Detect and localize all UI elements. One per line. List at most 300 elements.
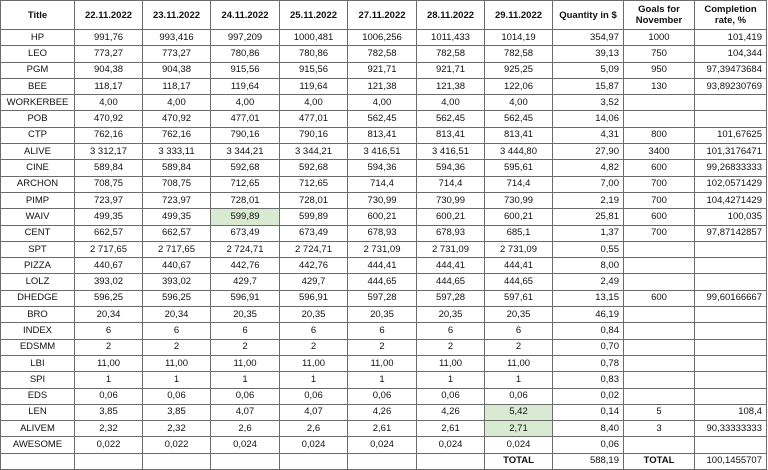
- value-cell[interactable]: 3 416,51: [417, 144, 485, 160]
- column-header[interactable]: 25.11.2022: [280, 1, 348, 30]
- value-cell[interactable]: 1011,433: [417, 30, 485, 46]
- column-header[interactable]: 29.11.2022: [485, 1, 553, 30]
- value-cell[interactable]: 3,85: [143, 404, 211, 420]
- row-title-cell[interactable]: ARCHON: [1, 176, 75, 192]
- value-cell[interactable]: 730,99: [348, 192, 417, 208]
- value-cell[interactable]: 596,25: [143, 290, 211, 306]
- value-cell[interactable]: 470,92: [75, 111, 143, 127]
- value-cell[interactable]: 2 724,71: [280, 241, 348, 257]
- quantity-cell[interactable]: 0,84: [553, 323, 624, 339]
- value-cell[interactable]: 600,21: [417, 209, 485, 225]
- value-cell[interactable]: 782,58: [348, 46, 417, 62]
- value-cell[interactable]: 599,89: [280, 209, 348, 225]
- value-cell[interactable]: 4,00: [75, 95, 143, 111]
- column-header[interactable]: Goals for November: [624, 1, 695, 30]
- value-cell[interactable]: 592,68: [211, 160, 280, 176]
- value-cell[interactable]: 915,56: [211, 62, 280, 78]
- value-cell[interactable]: 4,26: [417, 404, 485, 420]
- value-cell[interactable]: 773,27: [75, 46, 143, 62]
- value-cell[interactable]: 4,26: [348, 404, 417, 420]
- value-cell[interactable]: 673,49: [280, 225, 348, 241]
- value-cell[interactable]: 11,00: [280, 355, 348, 371]
- column-header[interactable]: 22.11.2022: [75, 1, 143, 30]
- completion-rate-cell[interactable]: [695, 323, 767, 339]
- value-cell[interactable]: 596,91: [211, 290, 280, 306]
- column-header[interactable]: 28.11.2022: [417, 1, 485, 30]
- row-title-cell[interactable]: WORKERBEE: [1, 95, 75, 111]
- quantity-cell[interactable]: 1,37: [553, 225, 624, 241]
- completion-rate-cell[interactable]: 101,419: [695, 30, 767, 46]
- quantity-cell[interactable]: 0,78: [553, 355, 624, 371]
- completion-rate-cell[interactable]: 99,26833333: [695, 160, 767, 176]
- value-cell[interactable]: 429,7: [211, 274, 280, 290]
- value-cell[interactable]: 921,71: [417, 62, 485, 78]
- value-cell[interactable]: 4,07: [211, 404, 280, 420]
- value-cell[interactable]: 2,32: [143, 421, 211, 437]
- value-cell[interactable]: 0,024: [211, 437, 280, 453]
- value-cell[interactable]: 597,28: [348, 290, 417, 306]
- value-cell[interactable]: 714,4: [348, 176, 417, 192]
- goal-cell[interactable]: 600: [624, 290, 695, 306]
- value-cell[interactable]: 728,01: [280, 192, 348, 208]
- row-title-cell[interactable]: ALIVEM: [1, 421, 75, 437]
- value-cell[interactable]: 600,21: [485, 209, 553, 225]
- value-cell[interactable]: 662,57: [143, 225, 211, 241]
- quantity-cell[interactable]: 0,06: [553, 437, 624, 453]
- value-cell[interactable]: 2,6: [211, 421, 280, 437]
- quantity-cell[interactable]: 354,97: [553, 30, 624, 46]
- value-cell[interactable]: 597,28: [417, 290, 485, 306]
- value-cell[interactable]: 20,34: [75, 307, 143, 323]
- value-cell[interactable]: 3 344,21: [280, 144, 348, 160]
- completion-rate-cell[interactable]: [695, 274, 767, 290]
- value-cell[interactable]: 6: [75, 323, 143, 339]
- value-cell[interactable]: 3 416,51: [348, 144, 417, 160]
- value-cell[interactable]: 562,45: [485, 111, 553, 127]
- row-title-cell[interactable]: LEN: [1, 404, 75, 420]
- value-cell[interactable]: 2 717,65: [143, 241, 211, 257]
- value-cell[interactable]: 119,64: [280, 78, 348, 94]
- value-cell[interactable]: 730,99: [485, 192, 553, 208]
- goal-cell[interactable]: 800: [624, 127, 695, 143]
- value-cell[interactable]: 708,75: [143, 176, 211, 192]
- value-cell[interactable]: 925,25: [485, 62, 553, 78]
- value-cell[interactable]: 20,35: [280, 307, 348, 323]
- value-cell[interactable]: 2 717,65: [75, 241, 143, 257]
- total-qty-label[interactable]: TOTAL: [485, 453, 553, 469]
- quantity-cell[interactable]: 0,55: [553, 241, 624, 257]
- goal-cell[interactable]: [624, 258, 695, 274]
- goal-cell[interactable]: [624, 274, 695, 290]
- goal-cell[interactable]: 750: [624, 46, 695, 62]
- value-cell[interactable]: 921,71: [348, 62, 417, 78]
- row-title-cell[interactable]: PIMP: [1, 192, 75, 208]
- completion-rate-cell[interactable]: 99,60166667: [695, 290, 767, 306]
- value-cell[interactable]: 429,7: [280, 274, 348, 290]
- value-cell[interactable]: 442,76: [280, 258, 348, 274]
- column-header[interactable]: 27.11.2022: [348, 1, 417, 30]
- value-cell[interactable]: 122,06: [485, 78, 553, 94]
- value-cell[interactable]: 444,41: [348, 258, 417, 274]
- value-cell[interactable]: 444,41: [485, 258, 553, 274]
- value-cell[interactable]: 780,86: [211, 46, 280, 62]
- value-cell[interactable]: 813,41: [485, 127, 553, 143]
- value-cell[interactable]: 6: [417, 323, 485, 339]
- completion-rate-cell[interactable]: [695, 241, 767, 257]
- value-cell[interactable]: 678,93: [417, 225, 485, 241]
- value-cell[interactable]: 2: [143, 339, 211, 355]
- value-cell[interactable]: 993,416: [143, 30, 211, 46]
- goal-cell[interactable]: [624, 111, 695, 127]
- value-cell[interactable]: 589,84: [143, 160, 211, 176]
- value-cell[interactable]: 4,00: [417, 95, 485, 111]
- goal-cell[interactable]: [624, 95, 695, 111]
- value-cell[interactable]: 782,58: [417, 46, 485, 62]
- value-cell[interactable]: 0,022: [143, 437, 211, 453]
- value-cell[interactable]: 595,61: [485, 160, 553, 176]
- value-cell[interactable]: 2 724,71: [211, 241, 280, 257]
- value-cell[interactable]: 562,45: [348, 111, 417, 127]
- value-cell[interactable]: 915,56: [280, 62, 348, 78]
- value-cell[interactable]: 723,97: [143, 192, 211, 208]
- value-cell[interactable]: 11,00: [348, 355, 417, 371]
- value-cell[interactable]: 470,92: [143, 111, 211, 127]
- completion-rate-cell[interactable]: 93,89230769: [695, 78, 767, 94]
- completion-rate-cell[interactable]: 104,4271429: [695, 192, 767, 208]
- value-cell[interactable]: 2,61: [348, 421, 417, 437]
- value-cell[interactable]: 712,65: [211, 176, 280, 192]
- value-cell[interactable]: 20,35: [417, 307, 485, 323]
- row-title-cell[interactable]: INDEX: [1, 323, 75, 339]
- quantity-cell[interactable]: 25,81: [553, 209, 624, 225]
- quantity-cell[interactable]: 2,49: [553, 274, 624, 290]
- empty-cell[interactable]: [143, 453, 211, 469]
- value-cell[interactable]: 762,16: [75, 127, 143, 143]
- value-cell[interactable]: 2 731,09: [417, 241, 485, 257]
- goal-cell[interactable]: [624, 323, 695, 339]
- value-cell[interactable]: 708,75: [75, 176, 143, 192]
- value-cell[interactable]: 904,38: [75, 62, 143, 78]
- value-cell[interactable]: 1: [75, 372, 143, 388]
- value-cell[interactable]: 991,76: [75, 30, 143, 46]
- value-cell[interactable]: 118,17: [143, 78, 211, 94]
- row-title-cell[interactable]: EDSMM: [1, 339, 75, 355]
- goal-cell[interactable]: 1000: [624, 30, 695, 46]
- value-cell[interactable]: 2,6: [280, 421, 348, 437]
- value-cell[interactable]: 904,38: [143, 62, 211, 78]
- completion-rate-cell[interactable]: [695, 258, 767, 274]
- row-title-cell[interactable]: CENT: [1, 225, 75, 241]
- value-cell[interactable]: 0,06: [211, 388, 280, 404]
- value-cell[interactable]: 730,99: [417, 192, 485, 208]
- value-cell[interactable]: 599,89: [211, 209, 280, 225]
- row-title-cell[interactable]: CINE: [1, 160, 75, 176]
- row-title-cell[interactable]: HP: [1, 30, 75, 46]
- empty-cell[interactable]: [348, 453, 417, 469]
- quantity-cell[interactable]: 0,70: [553, 339, 624, 355]
- value-cell[interactable]: 20,35: [485, 307, 553, 323]
- goal-cell[interactable]: 600: [624, 209, 695, 225]
- value-cell[interactable]: 594,36: [417, 160, 485, 176]
- value-cell[interactable]: 5,42: [485, 404, 553, 420]
- completion-rate-cell[interactable]: 101,67625: [695, 127, 767, 143]
- empty-cell[interactable]: [211, 453, 280, 469]
- value-cell[interactable]: 11,00: [211, 355, 280, 371]
- value-cell[interactable]: 477,01: [280, 111, 348, 127]
- value-cell[interactable]: 444,65: [417, 274, 485, 290]
- value-cell[interactable]: 11,00: [417, 355, 485, 371]
- value-cell[interactable]: 118,17: [75, 78, 143, 94]
- goal-cell[interactable]: [624, 355, 695, 371]
- value-cell[interactable]: 813,41: [417, 127, 485, 143]
- goal-cell[interactable]: 130: [624, 78, 695, 94]
- row-title-cell[interactable]: LBI: [1, 355, 75, 371]
- value-cell[interactable]: 4,00: [211, 95, 280, 111]
- goal-cell[interactable]: 700: [624, 176, 695, 192]
- row-title-cell[interactable]: DHEDGE: [1, 290, 75, 306]
- value-cell[interactable]: 2 731,09: [485, 241, 553, 257]
- value-cell[interactable]: 440,67: [75, 258, 143, 274]
- value-cell[interactable]: 782,58: [485, 46, 553, 62]
- value-cell[interactable]: 6: [143, 323, 211, 339]
- column-header[interactable]: 24.11.2022: [211, 1, 280, 30]
- completion-rate-cell[interactable]: 97,39473684: [695, 62, 767, 78]
- goal-cell[interactable]: 3400: [624, 144, 695, 160]
- empty-cell[interactable]: [75, 453, 143, 469]
- total-rate-label[interactable]: TOTAL: [624, 453, 695, 469]
- value-cell[interactable]: 790,16: [280, 127, 348, 143]
- row-title-cell[interactable]: BEE: [1, 78, 75, 94]
- goal-cell[interactable]: [624, 307, 695, 323]
- completion-rate-cell[interactable]: [695, 355, 767, 371]
- value-cell[interactable]: 20,35: [211, 307, 280, 323]
- value-cell[interactable]: 3 344,21: [211, 144, 280, 160]
- goal-cell[interactable]: [624, 388, 695, 404]
- goal-cell[interactable]: [624, 437, 695, 453]
- value-cell[interactable]: 589,84: [75, 160, 143, 176]
- value-cell[interactable]: 0,024: [348, 437, 417, 453]
- goal-cell[interactable]: 600: [624, 160, 695, 176]
- completion-rate-cell[interactable]: 102,0571429: [695, 176, 767, 192]
- quantity-cell[interactable]: 5,09: [553, 62, 624, 78]
- value-cell[interactable]: 2: [348, 339, 417, 355]
- value-cell[interactable]: 20,35: [348, 307, 417, 323]
- value-cell[interactable]: 6: [211, 323, 280, 339]
- value-cell[interactable]: 0,022: [75, 437, 143, 453]
- row-title-cell[interactable]: AWESOME: [1, 437, 75, 453]
- value-cell[interactable]: 813,41: [348, 127, 417, 143]
- value-cell[interactable]: 673,49: [211, 225, 280, 241]
- goal-cell[interactable]: 3: [624, 421, 695, 437]
- value-cell[interactable]: 119,64: [211, 78, 280, 94]
- value-cell[interactable]: 393,02: [75, 274, 143, 290]
- value-cell[interactable]: 499,35: [75, 209, 143, 225]
- value-cell[interactable]: 685,1: [485, 225, 553, 241]
- completion-rate-cell[interactable]: 104,344: [695, 46, 767, 62]
- value-cell[interactable]: 1014,19: [485, 30, 553, 46]
- column-header[interactable]: Title: [1, 1, 75, 30]
- quantity-cell[interactable]: 4,82: [553, 160, 624, 176]
- value-cell[interactable]: 728,01: [211, 192, 280, 208]
- value-cell[interactable]: 662,57: [75, 225, 143, 241]
- quantity-cell[interactable]: 4,31: [553, 127, 624, 143]
- value-cell[interactable]: 3 444,80: [485, 144, 553, 160]
- row-title-cell[interactable]: EDS: [1, 388, 75, 404]
- value-cell[interactable]: 2,32: [75, 421, 143, 437]
- quantity-cell[interactable]: 0,02: [553, 388, 624, 404]
- value-cell[interactable]: 4,00: [280, 95, 348, 111]
- row-title-cell[interactable]: WAIV: [1, 209, 75, 225]
- value-cell[interactable]: 997,209: [211, 30, 280, 46]
- total-rate-value[interactable]: 100,1455707: [695, 453, 767, 469]
- value-cell[interactable]: 0,06: [280, 388, 348, 404]
- value-cell[interactable]: 1: [348, 372, 417, 388]
- value-cell[interactable]: 1: [280, 372, 348, 388]
- row-title-cell[interactable]: ALIVE: [1, 144, 75, 160]
- value-cell[interactable]: 393,02: [143, 274, 211, 290]
- value-cell[interactable]: 723,97: [75, 192, 143, 208]
- row-title-cell[interactable]: POB: [1, 111, 75, 127]
- value-cell[interactable]: 714,4: [417, 176, 485, 192]
- value-cell[interactable]: 2: [485, 339, 553, 355]
- value-cell[interactable]: 712,65: [280, 176, 348, 192]
- value-cell[interactable]: 11,00: [485, 355, 553, 371]
- value-cell[interactable]: 597,61: [485, 290, 553, 306]
- value-cell[interactable]: 6: [280, 323, 348, 339]
- value-cell[interactable]: 592,68: [280, 160, 348, 176]
- row-title-cell[interactable]: PIZZA: [1, 258, 75, 274]
- column-header[interactable]: Quantity in $: [553, 1, 624, 30]
- completion-rate-cell[interactable]: 90,33333333: [695, 421, 767, 437]
- row-title-cell[interactable]: LOLZ: [1, 274, 75, 290]
- value-cell[interactable]: 440,67: [143, 258, 211, 274]
- value-cell[interactable]: 4,00: [485, 95, 553, 111]
- row-title-cell[interactable]: PGM: [1, 62, 75, 78]
- value-cell[interactable]: 594,36: [348, 160, 417, 176]
- goal-cell[interactable]: [624, 339, 695, 355]
- quantity-cell[interactable]: 15,87: [553, 78, 624, 94]
- value-cell[interactable]: 444,65: [348, 274, 417, 290]
- completion-rate-cell[interactable]: [695, 437, 767, 453]
- value-cell[interactable]: 121,38: [348, 78, 417, 94]
- goal-cell[interactable]: 5: [624, 404, 695, 420]
- value-cell[interactable]: 442,76: [211, 258, 280, 274]
- row-title-cell[interactable]: SPT: [1, 241, 75, 257]
- completion-rate-cell[interactable]: [695, 95, 767, 111]
- completion-rate-cell[interactable]: [695, 339, 767, 355]
- value-cell[interactable]: 1: [143, 372, 211, 388]
- value-cell[interactable]: 4,00: [348, 95, 417, 111]
- value-cell[interactable]: 596,91: [280, 290, 348, 306]
- value-cell[interactable]: 2: [280, 339, 348, 355]
- completion-rate-cell[interactable]: [695, 307, 767, 323]
- value-cell[interactable]: 4,00: [143, 95, 211, 111]
- value-cell[interactable]: 499,35: [143, 209, 211, 225]
- goal-cell[interactable]: [624, 241, 695, 257]
- value-cell[interactable]: 3,85: [75, 404, 143, 420]
- value-cell[interactable]: 1006,256: [348, 30, 417, 46]
- value-cell[interactable]: 6: [348, 323, 417, 339]
- value-cell[interactable]: 3 333,11: [143, 144, 211, 160]
- quantity-cell[interactable]: 27,90: [553, 144, 624, 160]
- goal-cell[interactable]: 950: [624, 62, 695, 78]
- value-cell[interactable]: 2 731,09: [348, 241, 417, 257]
- value-cell[interactable]: 0,06: [417, 388, 485, 404]
- completion-rate-cell[interactable]: [695, 388, 767, 404]
- value-cell[interactable]: 121,38: [417, 78, 485, 94]
- value-cell[interactable]: 1: [417, 372, 485, 388]
- value-cell[interactable]: 2: [75, 339, 143, 355]
- quantity-cell[interactable]: 14,06: [553, 111, 624, 127]
- quantity-cell[interactable]: 0,83: [553, 372, 624, 388]
- value-cell[interactable]: 790,16: [211, 127, 280, 143]
- value-cell[interactable]: 2,61: [417, 421, 485, 437]
- value-cell[interactable]: 3 312,17: [75, 144, 143, 160]
- quantity-cell[interactable]: 7,00: [553, 176, 624, 192]
- quantity-cell[interactable]: 0,14: [553, 404, 624, 420]
- value-cell[interactable]: 780,86: [280, 46, 348, 62]
- value-cell[interactable]: 477,01: [211, 111, 280, 127]
- row-title-cell[interactable]: BRO: [1, 307, 75, 323]
- empty-cell[interactable]: [417, 453, 485, 469]
- value-cell[interactable]: 11,00: [143, 355, 211, 371]
- quantity-cell[interactable]: 46,19: [553, 307, 624, 323]
- completion-rate-cell[interactable]: [695, 372, 767, 388]
- value-cell[interactable]: 1: [211, 372, 280, 388]
- value-cell[interactable]: 678,93: [348, 225, 417, 241]
- quantity-cell[interactable]: 2,19: [553, 192, 624, 208]
- value-cell[interactable]: 0,06: [348, 388, 417, 404]
- goal-cell[interactable]: 700: [624, 225, 695, 241]
- quantity-cell[interactable]: 8,00: [553, 258, 624, 274]
- quantity-cell[interactable]: 39,13: [553, 46, 624, 62]
- value-cell[interactable]: 2: [417, 339, 485, 355]
- value-cell[interactable]: 773,27: [143, 46, 211, 62]
- value-cell[interactable]: 6: [485, 323, 553, 339]
- quantity-cell[interactable]: 8,40: [553, 421, 624, 437]
- value-cell[interactable]: 4,07: [280, 404, 348, 420]
- row-title-cell[interactable]: SPI: [1, 372, 75, 388]
- value-cell[interactable]: 20,34: [143, 307, 211, 323]
- value-cell[interactable]: 0,024: [485, 437, 553, 453]
- value-cell[interactable]: 444,41: [417, 258, 485, 274]
- completion-rate-cell[interactable]: 97,87142857: [695, 225, 767, 241]
- row-title-cell[interactable]: LEO: [1, 46, 75, 62]
- quantity-cell[interactable]: 3,52: [553, 95, 624, 111]
- empty-cell[interactable]: [280, 453, 348, 469]
- completion-rate-cell[interactable]: 100,035: [695, 209, 767, 225]
- value-cell[interactable]: 714,4: [485, 176, 553, 192]
- completion-rate-cell[interactable]: 101,3176471: [695, 144, 767, 160]
- value-cell[interactable]: 0,06: [485, 388, 553, 404]
- row-title-cell[interactable]: CTP: [1, 127, 75, 143]
- quantity-cell[interactable]: 13,15: [553, 290, 624, 306]
- value-cell[interactable]: 600,21: [348, 209, 417, 225]
- goal-cell[interactable]: [624, 372, 695, 388]
- value-cell[interactable]: 444,65: [485, 274, 553, 290]
- value-cell[interactable]: 0,024: [417, 437, 485, 453]
- value-cell[interactable]: 0,024: [280, 437, 348, 453]
- completion-rate-cell[interactable]: 108,4: [695, 404, 767, 420]
- value-cell[interactable]: 0,06: [75, 388, 143, 404]
- value-cell[interactable]: 2: [211, 339, 280, 355]
- value-cell[interactable]: 762,16: [143, 127, 211, 143]
- value-cell[interactable]: 1000,481: [280, 30, 348, 46]
- value-cell[interactable]: 11,00: [75, 355, 143, 371]
- value-cell[interactable]: 596,25: [75, 290, 143, 306]
- goal-cell[interactable]: 700: [624, 192, 695, 208]
- empty-cell[interactable]: [1, 453, 75, 469]
